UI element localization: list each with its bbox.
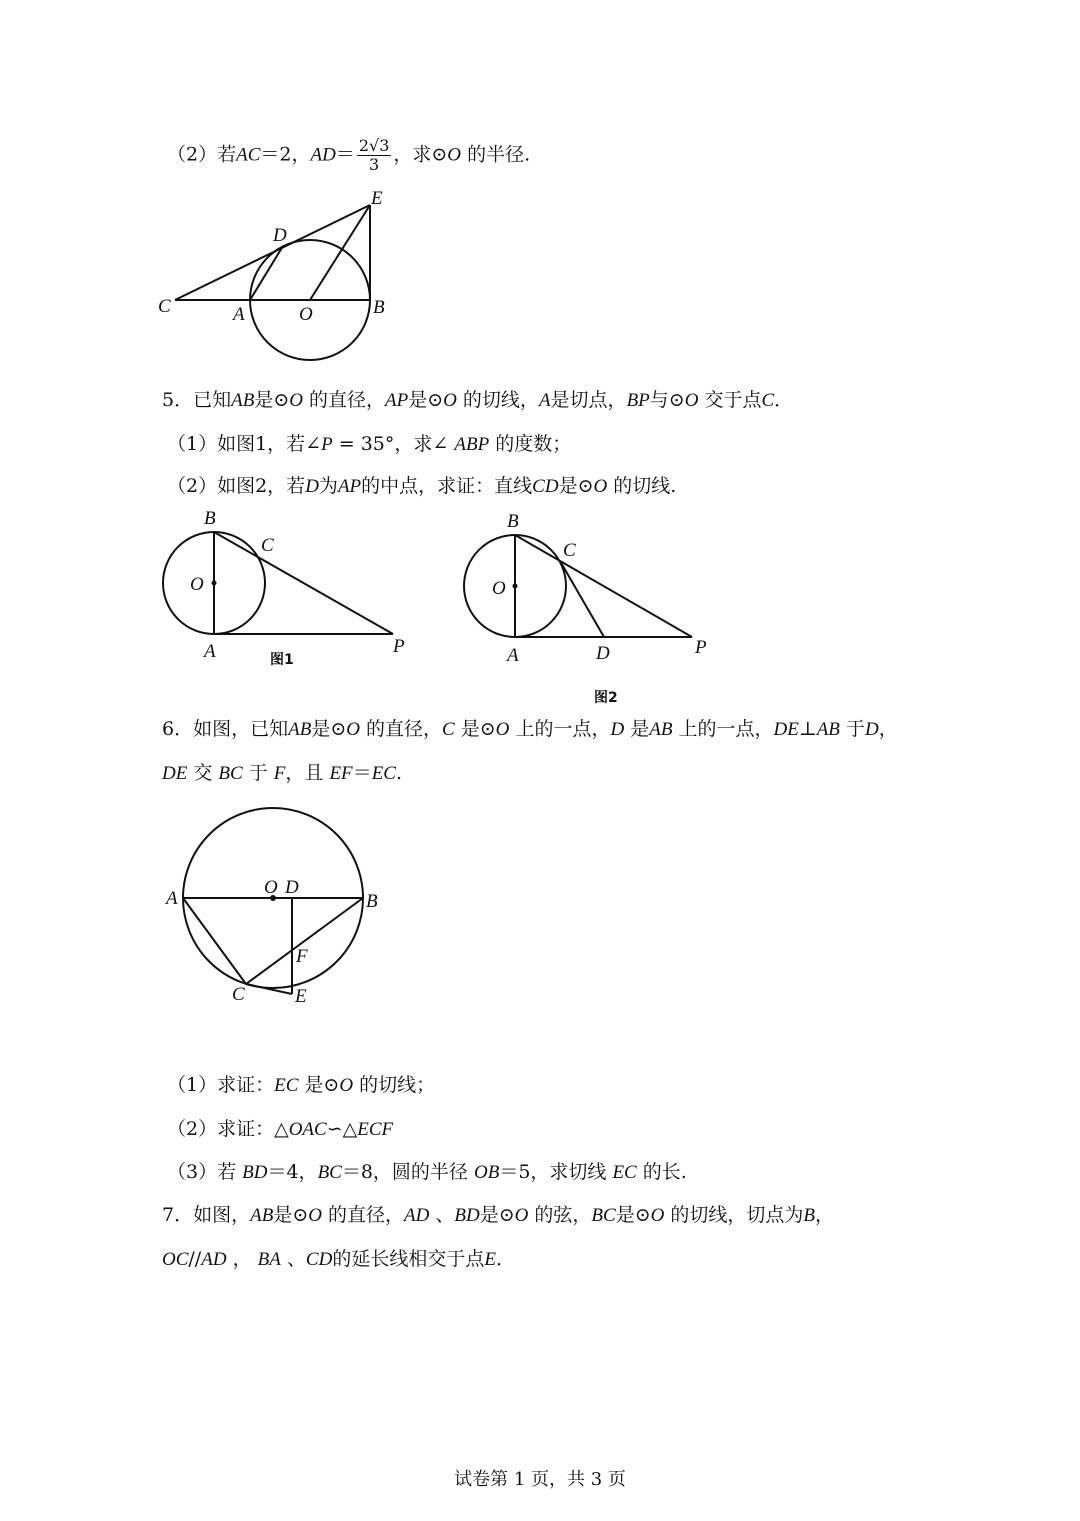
q6-line-ac [183,898,246,984]
q5-stem: 5．已知AB是⊙O 的直径，AP是⊙O 的切线，A是切点，BP与⊙O 交于点C． [162,389,794,411]
q6-stem-line1: 6．如图，已知AB是⊙O 的直径，C 是⊙O 上的一点，D 是AB 上的一点，DE⊥AB 于D， [162,718,898,740]
q4-label-D: D [273,225,287,246]
q4-label-C: C [158,296,171,317]
q5f1-caption: 图1 [270,652,294,668]
q5f1-label-B: B [204,508,216,529]
q4-part2: （2）若AC＝2，AD＝ $\frac{2√3}{3}$ ，求⊙O 的半径. [167,136,531,174]
q5f2-label-O: O [492,578,506,599]
q6-part3: （3）若 BD＝4，BC＝8，圆的半径 OB＝5，求切线 EC 的长. [167,1161,687,1183]
q6-label-D: D [285,877,299,898]
q6-label-C: C [232,984,245,1005]
q4-label-O: O [299,304,313,325]
q4-label-A: A [233,304,245,325]
q5f2-label-C: C [563,540,576,561]
q5f2-label-P: P [695,637,707,658]
q5-part2: （2）如图2，若D为AP的中点，求证：直线CD是⊙O 的切线. [167,475,677,497]
q5f1-label-C: C [261,535,274,556]
q5f2-label-A: A [507,645,519,666]
q6-line-cb [246,898,363,984]
fraction: $\frac{2√3}{3}$ [358,136,390,174]
q6-label-F: F [296,946,308,967]
q6-label-O: O [264,877,278,898]
q6-label-A: A [166,888,178,909]
q5f2-label-D: D [596,643,610,664]
q7-stem-line2: OC//AD ， BA 、CD的延长线相交于点E． [162,1248,515,1270]
q6-part1: （1）求证：EC 是⊙O 的切线； [167,1074,436,1096]
q5f2-caption: 图2 [594,690,618,706]
q5f1-label-O: O [190,574,204,595]
q5f2-label-B: B [507,511,519,532]
page-footer: 试卷第 1 页，共 3 页 [454,1469,626,1490]
q6-line-ce [246,984,292,994]
q4-label-B: B [373,297,385,318]
q6-stem-line2: DE 交 BC 于 F，且 EF＝EC. [162,762,403,784]
q5f1-label-P: P [393,636,405,657]
q5-part1: （1）如图1，若∠P = 35°，求∠ ABP 的度数； [167,433,572,455]
q7-stem-line1: 7．如图，AB是⊙O 的直径，AD 、BD是⊙O 的弦，BC是⊙O 的切线，切点为B， [162,1204,835,1226]
q6-label-E: E [295,986,307,1007]
q6-label-B: B [366,891,378,912]
q4-label-E: E [371,188,383,209]
q6-part2: （2）求证：△OAC∽△ECF [167,1118,394,1140]
q5f1-label-A: A [204,641,216,662]
